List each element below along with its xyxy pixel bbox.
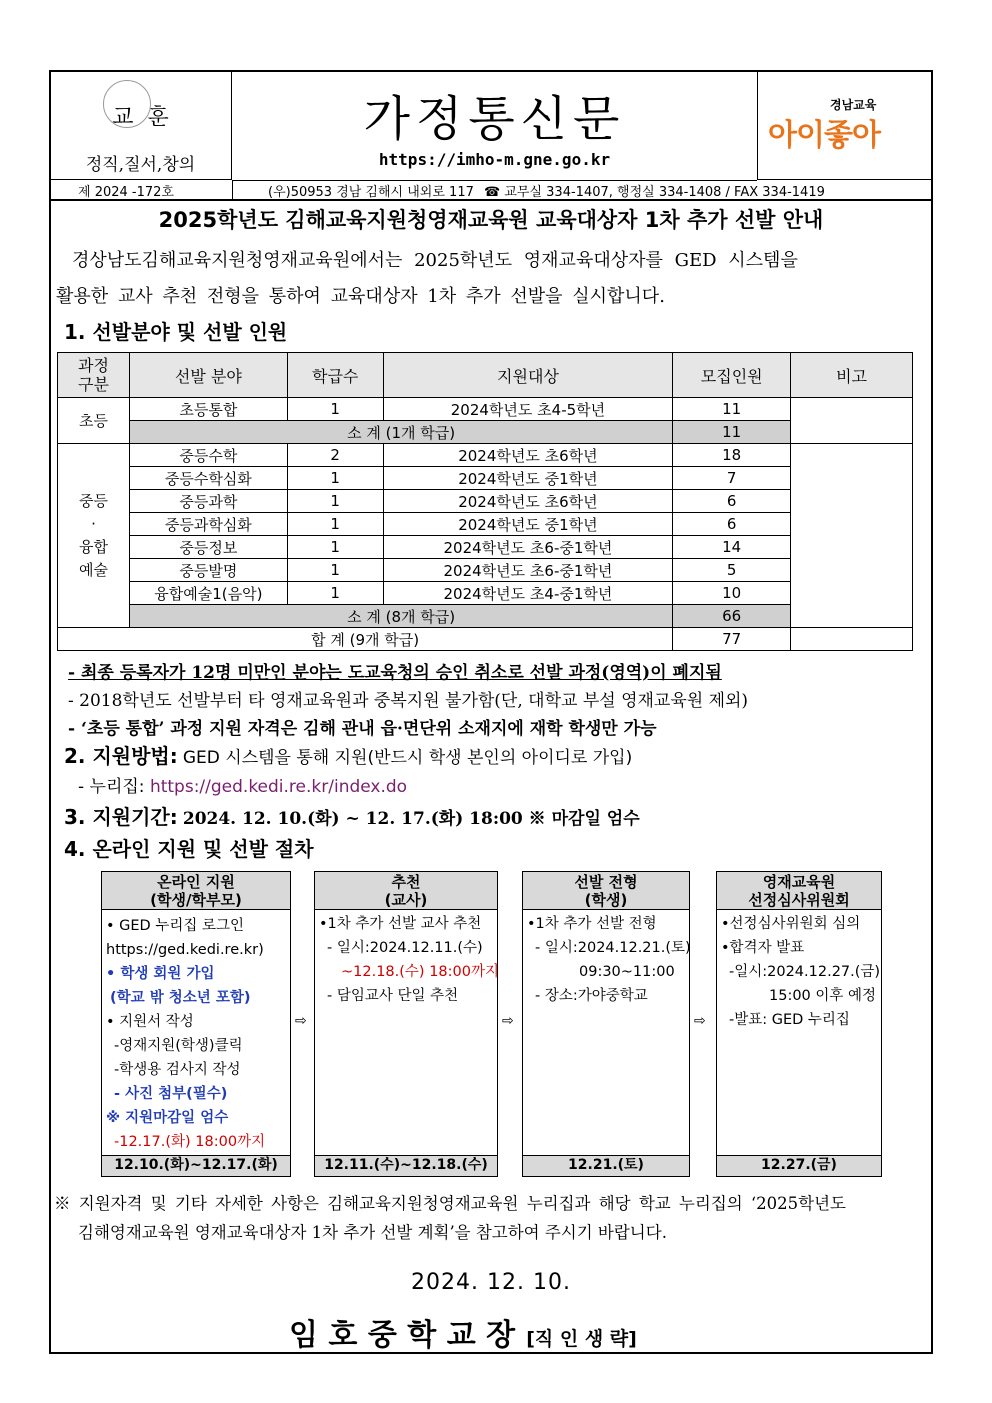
- table-cell: 중등수학: [129, 444, 287, 467]
- selection-table: [57, 352, 913, 651]
- note-cell: [791, 444, 913, 628]
- col-count: 모집인원: [673, 353, 791, 398]
- step-line: • 지원서 작성: [106, 1014, 194, 1030]
- subtotal-row: [58, 421, 913, 444]
- total-value: 77: [673, 628, 791, 651]
- step-header: [102, 872, 290, 910]
- table-cell: 1: [287, 490, 383, 513]
- signature-line: [289, 1310, 637, 1354]
- table-cell: 11: [673, 398, 791, 421]
- table-cell: 2024학년도 초6-중1학년: [383, 536, 673, 559]
- step-line: ※ 지원마감일 엄수: [106, 1110, 229, 1126]
- table-cell: 중등과학심화: [129, 513, 287, 536]
- step-title: 선발 전형: [574, 873, 638, 891]
- step-line: -학생용 검사지 작성: [114, 1062, 241, 1078]
- total-label: 합 계 (9개 학급): [58, 628, 673, 651]
- step-line: https://ged.kedi.re.kr): [106, 942, 264, 958]
- step-header: [523, 872, 689, 910]
- arrow-icon: ⇨: [295, 1013, 307, 1029]
- course-mid-2: ·: [91, 514, 96, 533]
- table-row: [58, 467, 913, 490]
- section2-text: GED 시스템을 통해 지원(반드시 학생 본인의 아이디로 가입): [182, 748, 633, 768]
- course-mid-1: 중등: [78, 491, 108, 510]
- step-box-screening: [522, 871, 690, 1177]
- table-cell: 1: [287, 582, 383, 605]
- table-cell: 18: [673, 444, 791, 467]
- subtotal-row: [58, 605, 913, 628]
- logo-box: [757, 70, 933, 180]
- table-row: [58, 559, 913, 582]
- table-cell: 5: [673, 559, 791, 582]
- course-mid: [58, 444, 130, 628]
- table-cell: 초등통합: [129, 398, 287, 421]
- step-line: 15:00 이후 예정: [769, 988, 877, 1004]
- step-subtitle: 선정심사위원회: [748, 891, 850, 909]
- section2-link-line: [78, 772, 407, 797]
- step-box-committee: [716, 871, 882, 1177]
- section2-heading: 2. 지원방법:: [64, 744, 178, 768]
- step-line: •1차 추가 선발 전형: [527, 916, 657, 932]
- section3-heading: 3. 지원기간:: [64, 805, 178, 829]
- contact-line: [268, 181, 825, 200]
- ged-link[interactable]: https://ged.kedi.re.kr/index.do: [149, 777, 408, 797]
- step-line: ~12.18.(수) 18:00까지: [341, 964, 499, 980]
- step-date: 12.27.(금): [717, 1155, 881, 1176]
- col-field: 선발 분야: [129, 353, 287, 398]
- issue-date: 2024. 12. 10.: [411, 1270, 571, 1295]
- note-2: - 2018학년도 선발부터 타 영재교육원과 중복지원 불가함(단, 대학교 부설 영재교육원 제외): [68, 691, 749, 711]
- table-cell: 7: [673, 467, 791, 490]
- section1-heading: 1. 선발분야 및 선발 인원: [64, 320, 288, 344]
- table-cell: 6: [673, 513, 791, 536]
- step-title: 영재교육원: [762, 873, 836, 891]
- table-cell: 융합예술1(음악): [129, 582, 287, 605]
- info-separator: [232, 180, 233, 199]
- course-mid-4: 예술: [78, 560, 108, 579]
- step-date: 12.21.(토): [523, 1155, 689, 1176]
- table-cell: 10: [673, 582, 791, 605]
- logo-small: 경남교육: [830, 98, 877, 112]
- step-body: [319, 912, 499, 1008]
- step-box-apply: [101, 871, 291, 1177]
- step-title: 온라인 지원: [157, 873, 235, 891]
- step-title: 추천: [391, 873, 421, 891]
- step-line: -영재지원(학생)클릭: [114, 1038, 243, 1054]
- table-cell: 2024학년도 초4-중1학년: [383, 582, 673, 605]
- section2-line: [64, 740, 632, 769]
- doc-title: 2025학년도 김해교육지원청영재교육원 교육대상자 1차 추가 선발 안내: [158, 208, 824, 232]
- arrow-icon: ⇨: [502, 1013, 514, 1029]
- table-cell: 중등발명: [129, 559, 287, 582]
- intro-line-1: 경상남도김해교육지원청영재교육원에서는 2025학년도 영재교육대상자를 GED 시스템을: [72, 250, 798, 271]
- address: (우)50953 경남 김해시 내외로 117: [268, 185, 474, 200]
- table-header-row: [58, 353, 913, 398]
- table-cell: 중등수학심화: [129, 467, 287, 490]
- step-subtitle: (학생): [584, 891, 628, 909]
- note-3: - ‘초등 통합’ 과정 지원 자격은 김해 관내 읍·면단위 소재지에 재학 학생만 가능: [68, 719, 657, 739]
- table-cell: 1: [287, 467, 383, 490]
- table-cell: 2024학년도 중1학년: [383, 513, 673, 536]
- principal-signature: 임 호 중 학 교 장: [289, 1318, 516, 1353]
- table-row: [58, 444, 913, 467]
- section4-heading: 4. 온라인 지원 및 선발 절차: [64, 837, 314, 861]
- info-divider: [49, 199, 933, 201]
- step-line: •1차 추가 선발 교사 추천: [319, 916, 482, 932]
- step-date: 12.10.(화)~12.17.(화): [102, 1155, 290, 1176]
- section3-line: [64, 801, 640, 830]
- step-line: -12.17.(화) 18:00까지: [114, 1134, 266, 1150]
- step-line: •선정심사위원회 심의: [721, 916, 861, 932]
- table-cell: 1: [287, 536, 383, 559]
- table-cell: 중등정보: [129, 536, 287, 559]
- table-cell: 2024학년도 초6학년: [383, 490, 673, 513]
- table-cell: 2024학년도 중1학년: [383, 467, 673, 490]
- table-cell: 2024학년도 초6-중1학년: [383, 559, 673, 582]
- step-line: •합격자 발표: [721, 940, 805, 956]
- table-cell: 1: [287, 513, 383, 536]
- issue-number: 제 2024 -172호: [78, 185, 174, 200]
- step-line: • GED 누리집 로그인: [106, 918, 244, 934]
- subtotal-label: 소 계 (1개 학급): [129, 421, 672, 444]
- step-line: • 학생 회원 가입: [106, 966, 215, 982]
- col-course: 과정 구분: [58, 353, 130, 398]
- table-cell: 6: [673, 490, 791, 513]
- table-row: [58, 536, 913, 559]
- motto-box: [49, 70, 232, 180]
- logo-main: 아이좋아: [768, 118, 880, 153]
- note-cell: [791, 628, 913, 651]
- col-classes: 학급수: [287, 353, 383, 398]
- page-title: 가정통신문: [363, 91, 626, 147]
- contact-numbers: 교무실 334-1407, 행정실 334-1408 / FAX 334-1419: [504, 185, 825, 200]
- footnote-line-1: ※ 지원자격 및 기타 자세한 사항은 김해교육지원청영재교육원 누리집과 해당 학교 누리집의 ‘2025학년도: [54, 1194, 846, 1213]
- step-subtitle: (학생/학부모): [150, 891, 242, 909]
- step-subtitle: (교사): [384, 891, 428, 909]
- intro-line-2: 활용한 교사 추천 전형을 통하여 교육대상자 1차 추가 선발을 실시합니다.: [56, 286, 665, 307]
- col-target: 지원대상: [383, 353, 673, 398]
- table-cell: 1: [287, 398, 383, 421]
- table-row: [58, 490, 913, 513]
- step-line: 09:30~11:00: [579, 964, 675, 980]
- step-line: - 일시:2024.12.11.(수): [327, 940, 483, 956]
- link-label: - 누리집:: [78, 777, 150, 797]
- subtotal-label: 소 계 (8개 학급): [129, 605, 672, 628]
- phone-icon: ☎: [484, 185, 501, 200]
- step-line: - 장소:가야중학교: [535, 988, 648, 1004]
- table-row: [58, 513, 913, 536]
- table-cell: 2024학년도 초6학년: [383, 444, 673, 467]
- motto-title: 교 훈: [112, 105, 169, 130]
- step-line: -발표: GED 누리집: [729, 1012, 850, 1028]
- table-row: [58, 582, 913, 605]
- step-header: [315, 872, 497, 910]
- table-cell: 1: [287, 559, 383, 582]
- arrow-icon: ⇨: [694, 1013, 706, 1029]
- step-line: -일시:2024.12.27.(금): [729, 964, 881, 980]
- section3-text: 2024. 12. 10.(화) ~ 12. 17.(화) 18:00 ※ 마감일 엄수: [182, 809, 640, 829]
- subtotal-value: 66: [673, 605, 791, 628]
- step-date: 12.11.(수)~12.18.(수): [315, 1155, 497, 1176]
- table-cell: 2: [287, 444, 383, 467]
- table-row: [58, 398, 913, 421]
- step-line: - 일시:2024.12.21.(토): [535, 940, 691, 956]
- step-body: [721, 912, 879, 1032]
- table-cell: 2024학년도 초4-5학년: [383, 398, 673, 421]
- step-line: - 사진 첨부(필수): [114, 1086, 228, 1102]
- course-mid-3: 융합: [78, 537, 108, 556]
- table-cell: 14: [673, 536, 791, 559]
- step-header: [717, 872, 881, 910]
- step-body: [527, 912, 691, 1008]
- col-note: 비고: [791, 353, 913, 398]
- step-box-recommend: [314, 871, 498, 1177]
- seal-omitted: [직 인 생 략]: [526, 1328, 637, 1350]
- total-row: [58, 628, 913, 651]
- footnote-line-2: 김해영재교육원 영재교육대상자 1차 추가 선발 계획’을 참고하여 주시기 바랍니다.: [78, 1223, 667, 1242]
- school-url[interactable]: https://imho-m.gne.go.kr: [378, 150, 611, 169]
- course-elem: 초등: [58, 398, 130, 444]
- table-cell: 중등과학: [129, 490, 287, 513]
- step-line: (학교 밖 청소년 포함): [110, 990, 251, 1006]
- step-body: [106, 914, 288, 1154]
- step-line: - 담임교사 단일 추천: [327, 988, 459, 1004]
- subtotal-value: 11: [673, 421, 791, 444]
- note-cell: [791, 398, 913, 444]
- note-1: - 최종 등록자가 12명 미만인 분야는 도교육청의 승인 취소로 선발 과정(영역)이 폐지됨: [68, 663, 722, 683]
- motto-text: 정직,질서,창의: [85, 155, 196, 175]
